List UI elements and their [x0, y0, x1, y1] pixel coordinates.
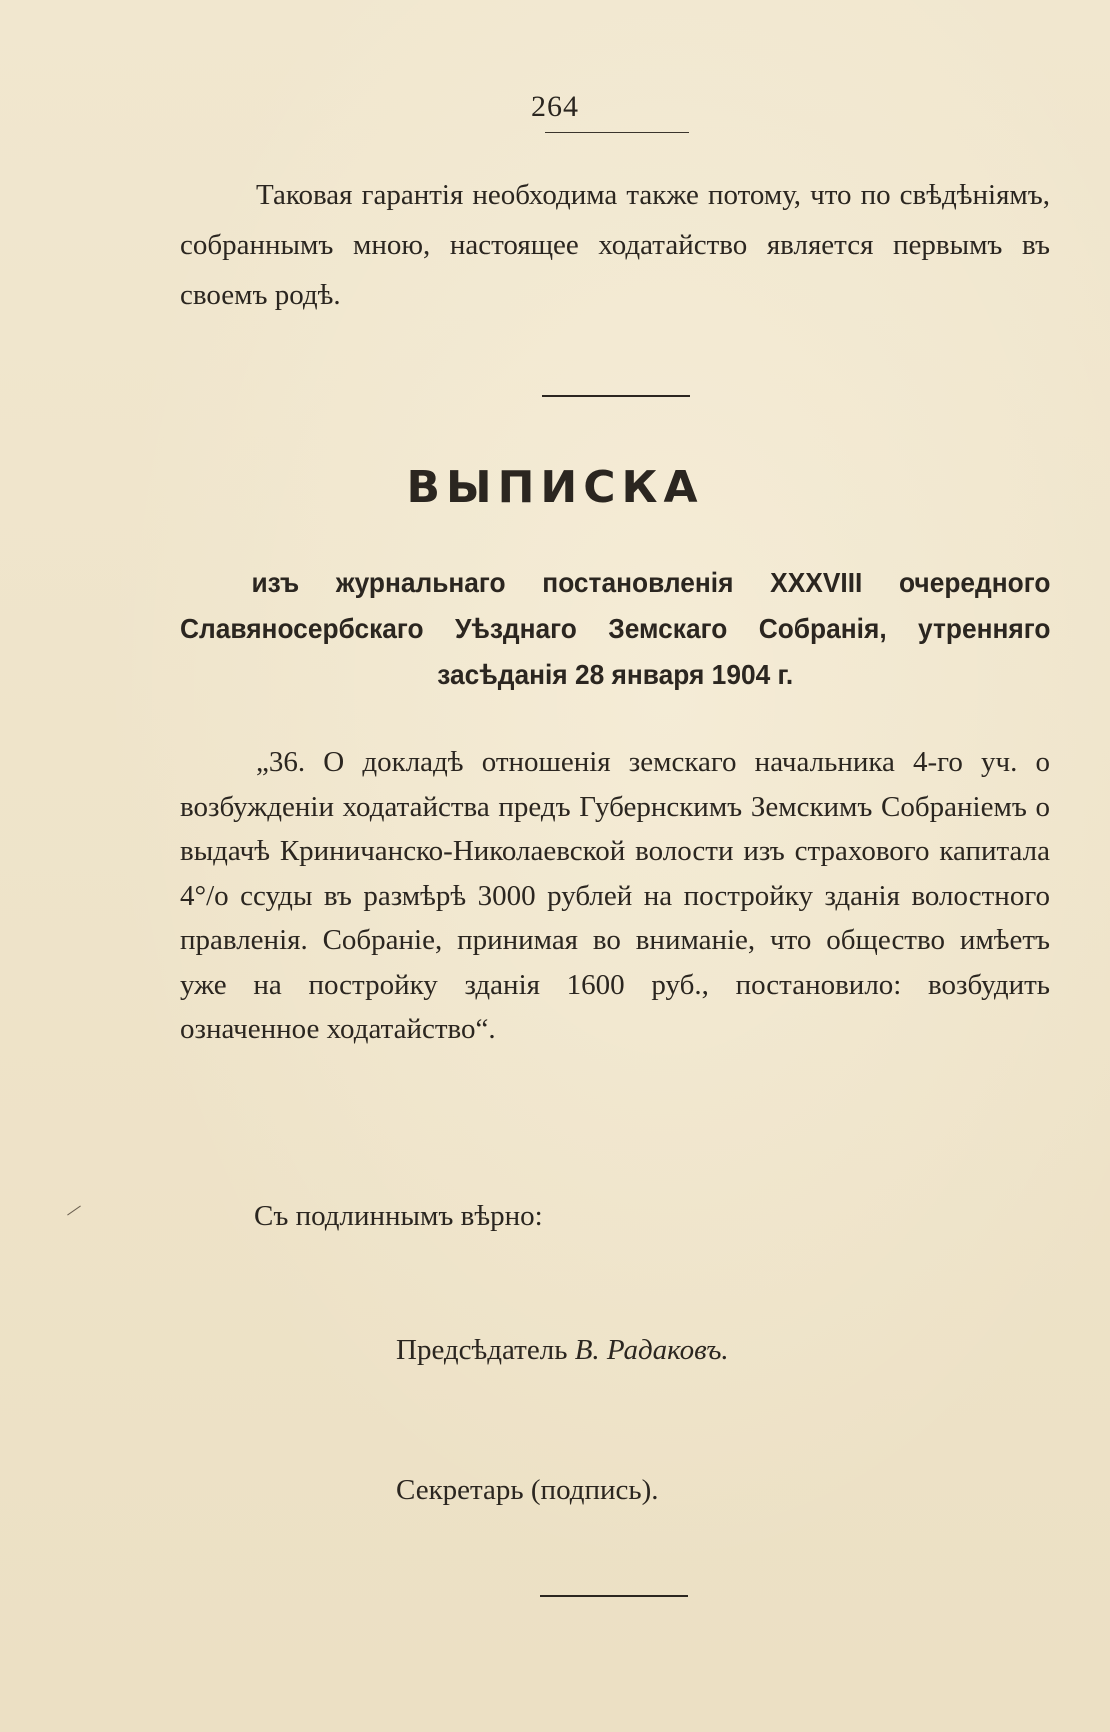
intro-paragraph — [180, 170, 1050, 320]
section-divider-bottom — [540, 1595, 688, 1597]
chairman-signature-line — [396, 1334, 729, 1367]
chairman-signature: В. Радаковъ. — [574, 1334, 729, 1366]
page-number-rule — [545, 132, 689, 133]
secretary-signature-line: Секретарь (подпись). — [396, 1474, 659, 1506]
margin-mark — [67, 1206, 81, 1216]
decree-paragraph — [180, 740, 1050, 1052]
decree-text: „36. О докладѣ отношенія земскаго начальника 4-го уч. о возбужденіи ходатайства предъ Губернскимъ Земскимъ Собраніемъ о выдачѣ Криничанско-Николаевской волости изъ страхового капитала 4°/о ссуды въ размѣрѣ 3000 рублей на постройку зданія волостного правленія. Собраніе, принимая во вниманіе, что общество имѣетъ уже на постройку зданія 1600 руб., постановило: возбудить означенное ходатайство“. — [180, 746, 1050, 1045]
subheading-text: изъ журнальнаго постановленія XXXVIII очередного Славяносербскаго Уѣзднаго Земскаго Собранія, утренняго засѣданія 28 января 1904 г. — [180, 567, 1051, 690]
attestation-line: Съ подлиннымъ вѣрно: — [254, 1200, 543, 1232]
section-divider-top — [542, 395, 690, 397]
chairman-title: Предсѣдатель — [396, 1334, 568, 1366]
document-heading: ВЫПИСКА — [406, 462, 704, 513]
page-number: 264 — [531, 90, 579, 123]
intro-paragraph-text: Таковая гарантія необходима также потому, что по свѣдѣніямъ, собраннымъ мною, настоящее ходатайство является первымъ въ своемъ родѣ. — [180, 179, 1050, 311]
document-subheading — [180, 560, 1050, 698]
